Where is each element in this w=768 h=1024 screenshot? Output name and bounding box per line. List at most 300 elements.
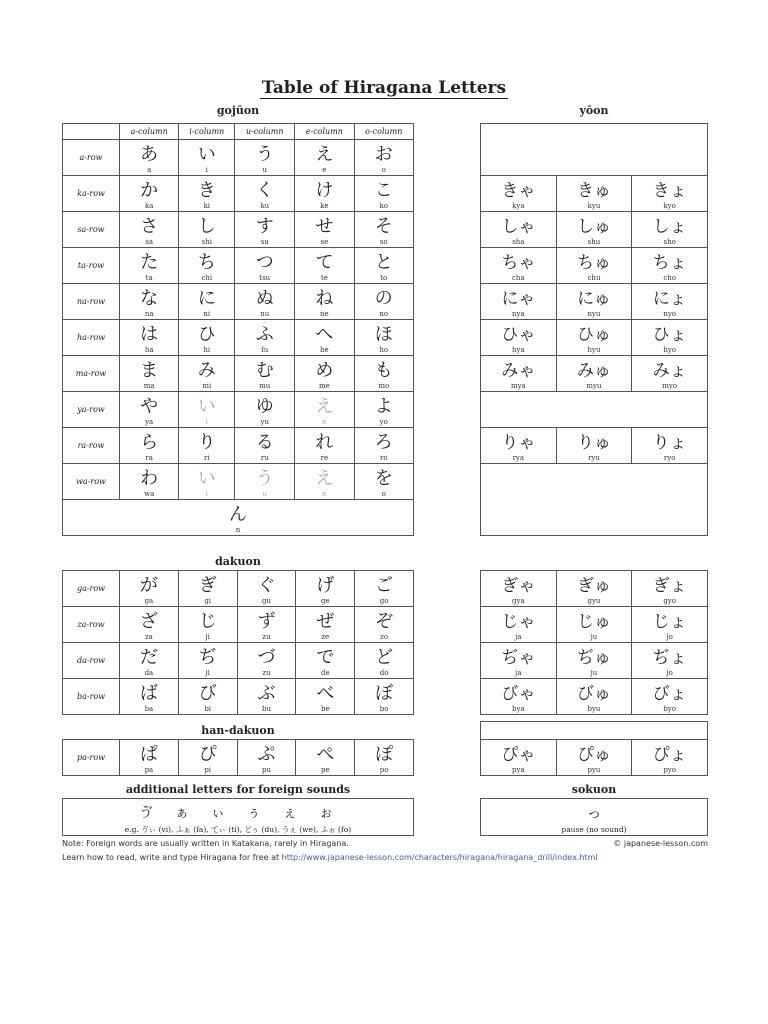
kana-char: ぎょ xyxy=(652,576,687,596)
kana-char: よ xyxy=(374,396,393,417)
kana-cell xyxy=(179,176,235,212)
kana-char: み xyxy=(197,360,216,381)
kana-cell xyxy=(354,464,413,500)
romaji: ryu xyxy=(588,453,600,462)
kana-cell xyxy=(237,607,296,643)
column-header-row xyxy=(63,124,414,140)
romaji: be xyxy=(320,705,330,713)
kana-cell xyxy=(481,740,557,776)
foreign-box xyxy=(62,798,414,836)
kana-char: びゅ xyxy=(576,684,611,704)
romaji: u xyxy=(262,490,267,498)
kana-char: も xyxy=(374,360,393,381)
romaji: su xyxy=(260,238,269,246)
table-row xyxy=(481,123,708,175)
kana-char: び xyxy=(198,683,217,704)
kana-cell xyxy=(235,356,295,392)
kana-char: あ xyxy=(140,144,159,165)
kana-char: べ xyxy=(316,683,335,704)
kana-cell xyxy=(556,740,632,776)
romaji: te xyxy=(320,274,328,282)
romaji: i xyxy=(205,418,208,426)
kana-cell xyxy=(354,212,413,248)
kana-char: と xyxy=(374,252,393,273)
kana-char: つ xyxy=(255,252,274,273)
table-row xyxy=(481,391,708,427)
kana-char: さ xyxy=(140,216,159,237)
kana-cell xyxy=(295,284,354,320)
yoon-table xyxy=(480,123,708,536)
kana-char: え xyxy=(315,468,334,489)
kana-cell xyxy=(556,571,632,607)
romaji: u xyxy=(262,166,267,174)
kana-char: ぶ xyxy=(257,683,276,704)
romaji: kyu xyxy=(587,201,601,210)
table-row xyxy=(63,464,414,500)
table-row xyxy=(481,427,708,463)
kana-char: う xyxy=(255,144,274,165)
romaji: pa xyxy=(144,766,154,774)
kana-cell xyxy=(296,679,355,715)
foreign-header: additional letters for foreign sounds xyxy=(125,783,351,796)
sokuon-box xyxy=(480,798,708,836)
kana-cell xyxy=(120,679,179,715)
kana-cell xyxy=(354,356,413,392)
romaji: e xyxy=(322,490,327,498)
table-row xyxy=(63,356,414,392)
kana-char: にょ xyxy=(652,288,687,309)
kana-char: しょ xyxy=(652,216,687,237)
kana-char: げ xyxy=(316,575,335,596)
kana-cell xyxy=(632,355,708,391)
kana-cell xyxy=(354,248,413,284)
kana-char: ほ xyxy=(374,324,393,345)
kana-cell xyxy=(556,607,632,643)
romaji: hyo xyxy=(663,345,676,354)
kana-cell xyxy=(632,319,708,355)
kana-cell xyxy=(179,248,235,284)
kana-cell xyxy=(556,319,632,355)
kana-cell xyxy=(120,356,179,392)
romaji: tsu xyxy=(259,274,271,282)
romaji: sho xyxy=(663,237,676,246)
empty-cell xyxy=(481,391,708,427)
romaji: gya xyxy=(512,597,525,605)
kana-cell xyxy=(179,140,235,176)
romaji: ho xyxy=(379,346,389,354)
kana-char: い xyxy=(197,468,216,489)
kana-cell xyxy=(354,176,413,212)
kana-char: た xyxy=(140,252,159,273)
kana-char: い xyxy=(197,144,216,165)
romaji: i xyxy=(205,166,208,174)
kana-char: け xyxy=(315,180,334,201)
romaji: ji xyxy=(205,633,210,641)
table-row xyxy=(63,428,414,464)
kana-char: ぜ xyxy=(316,611,335,632)
kana-cell xyxy=(481,643,557,679)
kana-char: ぴゃ xyxy=(501,745,536,765)
kana-cell xyxy=(179,464,235,500)
romaji: yu xyxy=(260,418,269,426)
row-label: sa-row xyxy=(63,212,120,248)
romaji: no xyxy=(379,310,389,318)
kana-char: ひょ xyxy=(652,324,687,345)
kana-cell xyxy=(354,140,413,176)
kana-cell xyxy=(178,643,237,679)
romaji: ke xyxy=(320,202,329,210)
table-row xyxy=(63,176,414,212)
kana-cell xyxy=(237,571,296,607)
romaji: re xyxy=(320,454,329,462)
kana-char: ひ xyxy=(197,324,216,345)
romaji: ryo xyxy=(663,453,676,462)
romaji: sha xyxy=(512,237,525,246)
row-label: da-row xyxy=(63,643,120,679)
kana-cell xyxy=(632,643,708,679)
row-label: wa-row xyxy=(63,464,120,500)
dakuon-header: dakuon xyxy=(215,555,261,568)
kana-char: る xyxy=(255,432,274,453)
kana-char: を xyxy=(374,468,393,489)
kana-cell xyxy=(481,607,557,643)
kana-cell xyxy=(295,248,354,284)
kana-char: ね xyxy=(315,288,334,309)
romaji: e xyxy=(322,418,327,426)
table-row xyxy=(481,740,708,776)
kana-cell xyxy=(179,212,235,248)
kana-char: ぬ xyxy=(255,288,274,309)
romaji: zu xyxy=(262,633,271,641)
kana-cell xyxy=(120,392,179,428)
kana-cell xyxy=(481,283,557,319)
romaji: bya xyxy=(512,705,525,713)
table-row xyxy=(63,643,414,679)
kana-char: ざ xyxy=(139,611,158,632)
kana-char: りょ xyxy=(652,432,687,453)
romaji: pu xyxy=(261,766,271,774)
kana-cell xyxy=(295,392,354,428)
romaji: zo xyxy=(380,633,389,641)
romaji: chu xyxy=(587,273,601,282)
romaji: ya xyxy=(145,418,154,426)
kana-cell xyxy=(632,211,708,247)
kana-char: く xyxy=(255,180,274,201)
kana-cell xyxy=(120,320,179,356)
kana-cell xyxy=(481,247,557,283)
row-label: ta-row xyxy=(63,248,120,284)
kana-char: に xyxy=(197,288,216,309)
foreign-kana: ゔ ぁ ぃ ぅ ぇ ぉ xyxy=(139,805,337,821)
romaji: pyo xyxy=(663,766,676,774)
kana-cell xyxy=(556,175,632,211)
kana-cell xyxy=(632,740,708,776)
kana-cell xyxy=(355,607,414,643)
kana-char: きょ xyxy=(652,180,687,201)
romaji: gyo xyxy=(663,597,676,605)
foreign-examples: e.g. ゔぃ (vi), ふぁ (fa), てぃ (ti), どぅ (du), うぇ (we), ふぉ (fo) xyxy=(124,825,352,834)
romaji: ga xyxy=(144,597,154,605)
table-row xyxy=(63,248,414,284)
kana-cell xyxy=(632,247,708,283)
han-dakuon-table xyxy=(62,739,414,776)
kana-char: じゃ xyxy=(501,612,536,632)
kana-cell xyxy=(481,571,557,607)
kana-char: にゃ xyxy=(501,288,536,309)
romaji: nya xyxy=(512,309,525,318)
romaji: chi xyxy=(201,274,213,282)
kana-cell xyxy=(295,320,354,356)
romaji: to xyxy=(380,274,388,282)
kana-char: ぢゃ xyxy=(501,648,536,668)
romaji: ja xyxy=(515,633,522,641)
romaji: ki xyxy=(203,202,211,210)
kana-cell xyxy=(235,284,295,320)
kana-char: え xyxy=(315,144,334,165)
sokuon-caption: pause (no sound) xyxy=(561,825,627,834)
romaji: a xyxy=(147,166,152,174)
kana-cell xyxy=(556,283,632,319)
kana-char: で xyxy=(316,647,335,668)
romaji: ro xyxy=(379,454,388,462)
row-label: za-row xyxy=(63,607,120,643)
kana-char: す xyxy=(255,216,274,237)
romaji: nyu xyxy=(587,309,601,318)
kana-cell xyxy=(120,571,179,607)
kana-char: ぽ xyxy=(375,744,394,765)
romaji: myu xyxy=(586,381,602,390)
kana-cell xyxy=(632,571,708,607)
kana-char: ち xyxy=(197,252,216,273)
romaji: ha xyxy=(144,346,154,354)
kana-cell xyxy=(120,428,179,464)
kana-cell xyxy=(235,212,295,248)
kana-char: ぼ xyxy=(375,683,394,704)
table-row xyxy=(63,571,414,607)
romaji: o xyxy=(381,166,386,174)
romaji: de xyxy=(320,669,330,677)
romaji: ko xyxy=(379,202,388,210)
kana-char: し xyxy=(197,216,216,237)
dakuon-table xyxy=(62,570,414,715)
kana-cell xyxy=(354,284,413,320)
kana-char: ば xyxy=(139,683,158,704)
kana-char: ひゅ xyxy=(576,324,611,345)
kana-cell xyxy=(178,740,237,776)
romaji: gi xyxy=(204,597,212,605)
kana-cell xyxy=(179,428,235,464)
kana-cell xyxy=(355,643,414,679)
kana-cell xyxy=(63,500,414,536)
row-label: na-row xyxy=(63,284,120,320)
kana-char: ぎゃ xyxy=(501,576,536,596)
kana-cell xyxy=(120,607,179,643)
kana-char: う xyxy=(255,468,274,489)
romaji: nyo xyxy=(663,309,676,318)
kana-char: の xyxy=(374,288,393,309)
empty-row xyxy=(481,722,708,740)
kana-cell xyxy=(120,740,179,776)
romaji: ji xyxy=(205,669,210,677)
gojuon-table xyxy=(62,123,414,536)
romaji: shi xyxy=(201,238,212,246)
romaji: myo xyxy=(662,381,678,390)
romaji: gu xyxy=(261,597,271,605)
row-label: ha-row xyxy=(63,320,120,356)
table-row xyxy=(481,643,708,679)
romaji: ku xyxy=(260,202,270,210)
kana-cell xyxy=(235,392,295,428)
kana-char: ぎゅ xyxy=(576,576,611,596)
romaji: shu xyxy=(587,237,601,246)
table-row xyxy=(481,247,708,283)
kana-char: しゃ xyxy=(501,216,536,237)
kana-char: が xyxy=(139,575,158,596)
table-row xyxy=(481,607,708,643)
kana-cell xyxy=(235,140,295,176)
kana-cell xyxy=(295,356,354,392)
kana-char: じょ xyxy=(652,612,687,632)
kana-char: て xyxy=(315,252,334,273)
column-header: e-column xyxy=(295,124,354,140)
kana-char: わ xyxy=(140,468,159,489)
kana-char: ぢゅ xyxy=(576,648,611,668)
kana-cell xyxy=(120,643,179,679)
romaji: hya xyxy=(512,345,525,354)
kana-char: ま xyxy=(140,360,159,381)
romaji: rya xyxy=(512,453,525,462)
kana-cell xyxy=(295,212,354,248)
romaji: ma xyxy=(143,382,155,390)
table-row xyxy=(63,212,414,248)
kana-char: ろ xyxy=(374,432,393,453)
sokuon-header: sokuon xyxy=(571,783,617,796)
kana-char: みゃ xyxy=(501,360,536,381)
romaji: mya xyxy=(510,381,526,390)
kana-cell xyxy=(295,140,354,176)
kana-cell xyxy=(296,740,355,776)
kana-char: じゅ xyxy=(576,612,611,632)
kana-cell xyxy=(296,607,355,643)
romaji: cho xyxy=(663,273,676,282)
romaji: me xyxy=(318,382,330,390)
kana-char: や xyxy=(140,396,159,417)
romaji: byu xyxy=(587,705,601,713)
empty-cell xyxy=(481,722,708,740)
kana-char: だ xyxy=(139,647,158,668)
romaji: ju xyxy=(590,633,598,641)
romaji: se xyxy=(320,238,329,246)
kana-cell xyxy=(237,643,296,679)
kana-cell xyxy=(295,176,354,212)
kana-char: れ xyxy=(315,432,334,453)
kana-char: り xyxy=(197,432,216,453)
row-label: ba-row xyxy=(63,679,120,715)
kana-char: め xyxy=(315,360,334,381)
kana-char: ひゃ xyxy=(501,324,536,345)
kana-char: い xyxy=(197,396,216,417)
romaji: jo xyxy=(666,669,673,677)
kana-cell xyxy=(354,428,413,464)
kana-char: ぞ xyxy=(375,611,394,632)
kana-char: ちゃ xyxy=(501,252,536,273)
column-header: u-column xyxy=(235,124,295,140)
row-label: ma-row xyxy=(63,356,120,392)
kana-char: む xyxy=(255,360,274,381)
kana-cell xyxy=(481,679,557,715)
romaji: bo xyxy=(379,705,389,713)
kana-char: か xyxy=(140,180,159,201)
kana-char: お xyxy=(374,144,393,165)
dakuon-yoon-table xyxy=(480,570,708,715)
table-row xyxy=(481,571,708,607)
romaji: gyu xyxy=(587,597,601,605)
kana-cell xyxy=(481,355,557,391)
romaji: o xyxy=(381,490,386,498)
kana-char: き xyxy=(197,180,216,201)
column-header: i-column xyxy=(179,124,235,140)
romaji: jo xyxy=(666,633,673,641)
kana-cell xyxy=(295,464,354,500)
table-row xyxy=(63,500,414,536)
romaji: bi xyxy=(204,705,212,713)
column-header: o-column xyxy=(354,124,413,140)
kana-char: ぴ xyxy=(198,744,217,765)
table-row xyxy=(481,355,708,391)
kana-cell xyxy=(235,320,295,356)
table-row xyxy=(481,211,708,247)
romaji: hi xyxy=(203,346,211,354)
row-label: ra-row xyxy=(63,428,120,464)
romaji: ge xyxy=(320,597,330,605)
row-label: ka-row xyxy=(63,176,120,212)
gojuon-header: gojūon xyxy=(216,104,260,117)
romaji: kya xyxy=(512,201,525,210)
romaji: ne xyxy=(320,310,329,318)
kana-cell xyxy=(481,319,557,355)
romaji: mo xyxy=(378,382,390,390)
romaji: kyo xyxy=(663,201,676,210)
learn-link[interactable]: http://www.japanese-lesson.com/characters/hiragana/hiragana_drill/index.html xyxy=(281,853,598,862)
romaji: hyu xyxy=(587,345,601,354)
column-header: a-column xyxy=(120,124,179,140)
kana-char: そ xyxy=(374,216,393,237)
han-dakuon-yoon-table xyxy=(480,721,708,776)
romaji: byo xyxy=(663,705,676,713)
kana-char: せ xyxy=(315,216,334,237)
romaji: na xyxy=(144,310,154,318)
empty-cell xyxy=(481,463,708,535)
kana-char: ず xyxy=(257,611,276,632)
kana-cell xyxy=(179,284,235,320)
romaji: ze xyxy=(321,633,330,641)
romaji: mi xyxy=(202,382,212,390)
kana-char: ちゅ xyxy=(576,252,611,273)
kana-cell xyxy=(237,740,296,776)
romaji: cha xyxy=(512,273,525,282)
romaji: mu xyxy=(259,382,271,390)
romaji: ru xyxy=(260,454,269,462)
romaji: da xyxy=(144,669,154,677)
kana-cell xyxy=(179,356,235,392)
kana-cell xyxy=(632,427,708,463)
kana-char: きゃ xyxy=(501,180,536,201)
table-row xyxy=(481,283,708,319)
romaji: pya xyxy=(512,766,525,774)
row-label: a-row xyxy=(63,140,120,176)
kana-char: ぺ xyxy=(316,744,335,765)
kana-char: ちょ xyxy=(652,252,687,273)
